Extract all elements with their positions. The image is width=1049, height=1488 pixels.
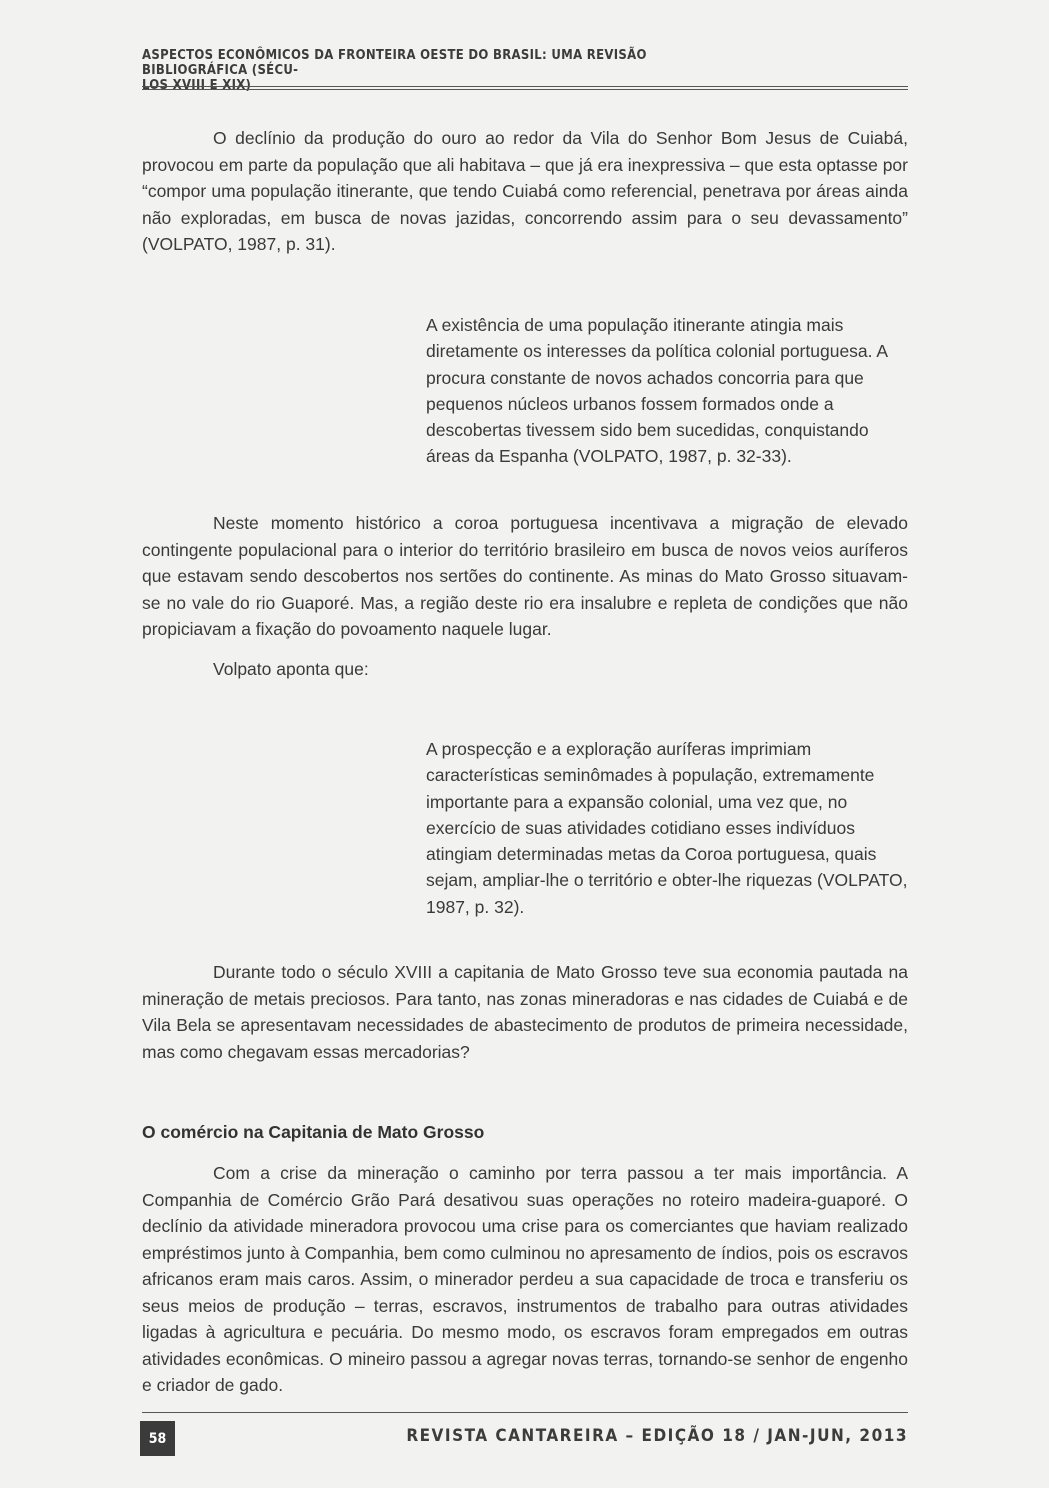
header-rule-double bbox=[142, 89, 908, 90]
page-number: 58 bbox=[140, 1421, 175, 1456]
journal-footer: REVISTA CANTAREIRA – EDIÇÃO 18 / JAN-JUN, 2013 bbox=[406, 1426, 908, 1446]
paragraph-4: Durante todo o século XVIII a capitania de Mato Grosso teve sua economia pautada na mineração de metais preciosos. Para tanto, nas zonas mineradoras e nas cidades de Cuiabá e de Vila Bela se apresentavam necessidades de abastecimento de produtos de primeira necessidade, mas como chegavam essas mercadorias? bbox=[142, 962, 908, 1062]
header-rule bbox=[142, 86, 908, 87]
block-quote-2: A prospecção e a exploração auríferas imprimiam características seminômades à população, extremamente importante para a expansão colonial, uma vez que, no exercício de suas atividades cotidiano esses indivíduos atingiam determinadas metas da Coroa portuguesa, quais sejam, ampliar-lhe o território e obter-lhe riquezas (VOLPATO, 1987, p. 32). bbox=[426, 739, 908, 917]
paragraph-3: Volpato aponta que: bbox=[213, 659, 369, 679]
paragraph-1: O declínio da produção do ouro ao redor da Vila do Senhor Bom Jesus de Cuiabá, provocou em parte da população que ali habitava – que já era inexpressiva – que esta optasse por “compor uma população itinerante, que tendo Cuiabá como referencial, penetrava por áreas ainda não exploradas, em busca de novas jazidas, concorrendo assim para o seu devassamento” (VOLPATO, 1987, p. 31). bbox=[142, 128, 908, 254]
footer-rule bbox=[142, 1412, 908, 1413]
paragraph-2: Neste momento histórico a coroa portuguesa incentivava a migração de elevado contingente populacional para o interior do território brasileiro em busca de novos veios auríferos que estavam sendo descobertos nos sertões do continente. As minas do Mato Grosso situavam-se no vale do rio Guaporé. Mas, a região deste rio era insalubre e repleta de condições que não propiciavam a fixação do povoamento naquele lugar. bbox=[142, 513, 908, 639]
paragraph-5: Com a crise da mineração o caminho por terra passou a ter mais importância. A Companhia de Comércio Grão Pará desativou suas operações no roteiro madeira-guaporé. O declínio da atividade mineradora provocou uma crise para os comerciantes que haviam realizado empréstimos junto à Companhia, bem como culminou no apresamento de índios, pois os escravos africanos eram mais caros. Assim, o minerador perdeu a sua capacidade de troca e transferiu os seus meios de produção – terras, escravos, instrumentos de trabalho para outras atividades ligadas à agricultura e pecuária. Do mesmo modo, os escravos foram empregados em outras atividades econômicas. O mineiro passou a agregar novas terras, tornando-se senhor de engenho e criador de gado. bbox=[142, 1163, 908, 1395]
running-header-line1: ASPECTOS ECONÔMICOS DA FRONTEIRA OESTE DO BRASIL: UMA REVISÃO BIBLIOGRÁFICA (SÉCU- bbox=[142, 48, 647, 78]
section-heading: O comércio na Capitania de Mato Grosso bbox=[142, 1122, 485, 1142]
running-header-line2: LOS XVIII E XIX) bbox=[142, 78, 252, 93]
block-quote-1: A existência de uma população itinerante atingia mais diretamente os interesses da política colonial portuguesa. A procura constante de novos achados concorria para que pequenos núcleos urbanos fossem formados onde a descobertas tivessem sido bem sucedidas, conquistando áreas da Espanha (VOLPATO, 1987, p. 32-33). bbox=[426, 315, 888, 467]
